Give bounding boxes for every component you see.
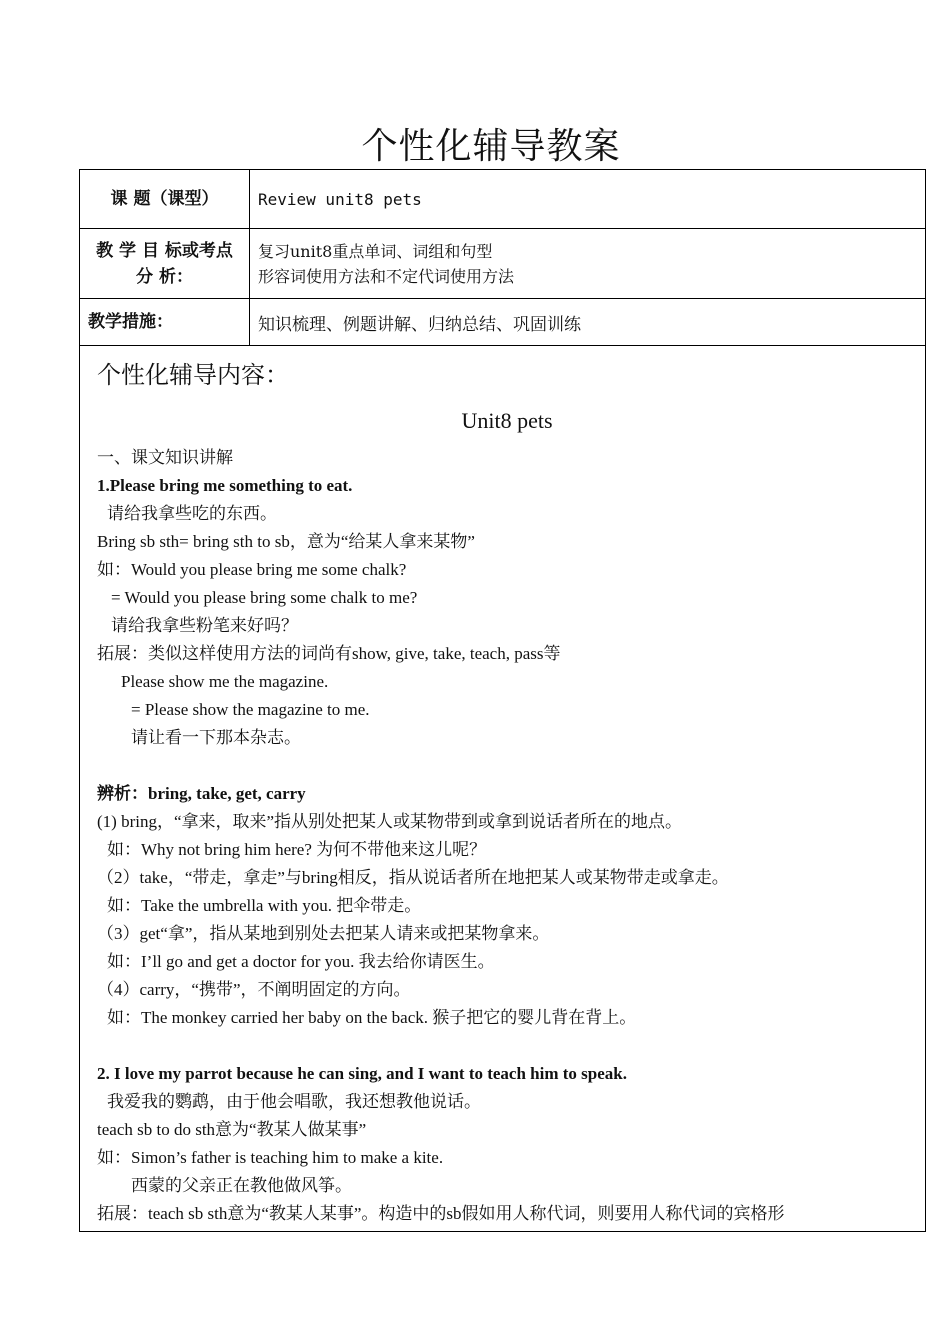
goal-value: [250, 229, 926, 299]
lesson-plan-table: [79, 169, 926, 1232]
content-line: teach sb to do sth意为“教某人做某事”: [97, 1120, 367, 1139]
topic-value: Review unit8 pets: [250, 170, 926, 229]
content-row: [80, 346, 926, 1232]
content-line: 拓展：类似这样使用方法的词尚有show, give, take, teach, pass等: [97, 644, 561, 663]
content-lines: [97, 444, 917, 1228]
content-line: Bring sb sth= bring sth to sb，意为“给某人拿来某物”: [97, 532, 475, 551]
content-line: 2. I love my parrot because he can sing, and I want to teach him to speak.: [97, 1064, 628, 1083]
topic-label: 课 题（课型）: [80, 170, 250, 229]
content-line: 如：Would you please bring me some chalk?: [97, 560, 407, 579]
content-line: 1.Please bring me something to eat.: [97, 476, 353, 495]
measure-label: 教学措施：: [80, 299, 250, 346]
content-body: [88, 346, 917, 1231]
content-line: 西蒙的父亲正在教他做风筝。: [131, 1176, 352, 1195]
goal-line: 形容词使用方法和不定代词使用方法: [258, 266, 515, 286]
blank-line: [97, 1032, 917, 1060]
topic-row: [80, 170, 926, 229]
content-line: （3）get“拿”，指从某地到别处去把某人请来或把某物拿来。: [97, 924, 550, 943]
content-heading: 个性化辅导内容：: [97, 361, 289, 389]
content-line: = Please show the magazine to me.: [131, 700, 370, 719]
content-line: 如：Why not bring him here? 为何不带他来这儿呢？: [107, 840, 487, 859]
content-line: 请让看一下那本杂志。: [131, 728, 301, 747]
content-line: = Would you please bring some chalk to me?: [111, 588, 418, 607]
content-line: 如：Simon’s father is teaching him to make a kite.: [97, 1148, 444, 1167]
content-line: 辨析：bring, take, get, carry: [97, 784, 306, 803]
goal-line: 复习unit8重点单词、词组和句型: [258, 241, 493, 261]
blank-line: [97, 752, 917, 780]
document-title: 个性化辅导教案: [361, 126, 621, 167]
goal-label: 教 学 目 标或考点 分 析：: [80, 229, 250, 299]
content-line: 请给我拿些粉笔来好吗？: [111, 616, 298, 635]
unit-title: Unit8 pets: [461, 408, 553, 433]
content-cell: [80, 346, 926, 1232]
measure-value: 知识梳理、例题讲解、归纳总结、巩固训练: [250, 299, 926, 346]
content-line: 请给我拿些吃的东西。: [107, 504, 277, 523]
goal-row: [80, 229, 926, 299]
content-line: 如：The monkey carried her baby on the back. 猴子把它的婴儿背在背上。: [107, 1008, 637, 1027]
content-line: (1) bring，“拿来，取来”指从别处把某人或某物带到或拿到说话者所在的地点。: [97, 812, 683, 831]
content-line: （4）carry，“携带”，不阐明固定的方向。: [97, 980, 411, 999]
content-line: 如：Take the umbrella with you. 把伞带走。: [107, 896, 422, 915]
measure-row: [80, 299, 926, 346]
content-line: 拓展：teach sb sth意为“教某人某事”。构造中的sb假如用人称代词，则要用人称代词的宾格形: [97, 1204, 785, 1223]
content-line: Please show me the magazine.: [121, 672, 329, 691]
content-line: 一、课文知识讲解: [97, 448, 233, 467]
content-line: 我爱我的鹦鹉，由于他会唱歌，我还想教他说话。: [107, 1092, 481, 1111]
content-line: （2）take，“带走，拿走”与bring相反，指从说话者所在地把某人或某物带走或拿走。: [97, 868, 729, 887]
content-line: 如：I’ll go and get a doctor for you. 我去给你请医生。: [107, 952, 495, 971]
